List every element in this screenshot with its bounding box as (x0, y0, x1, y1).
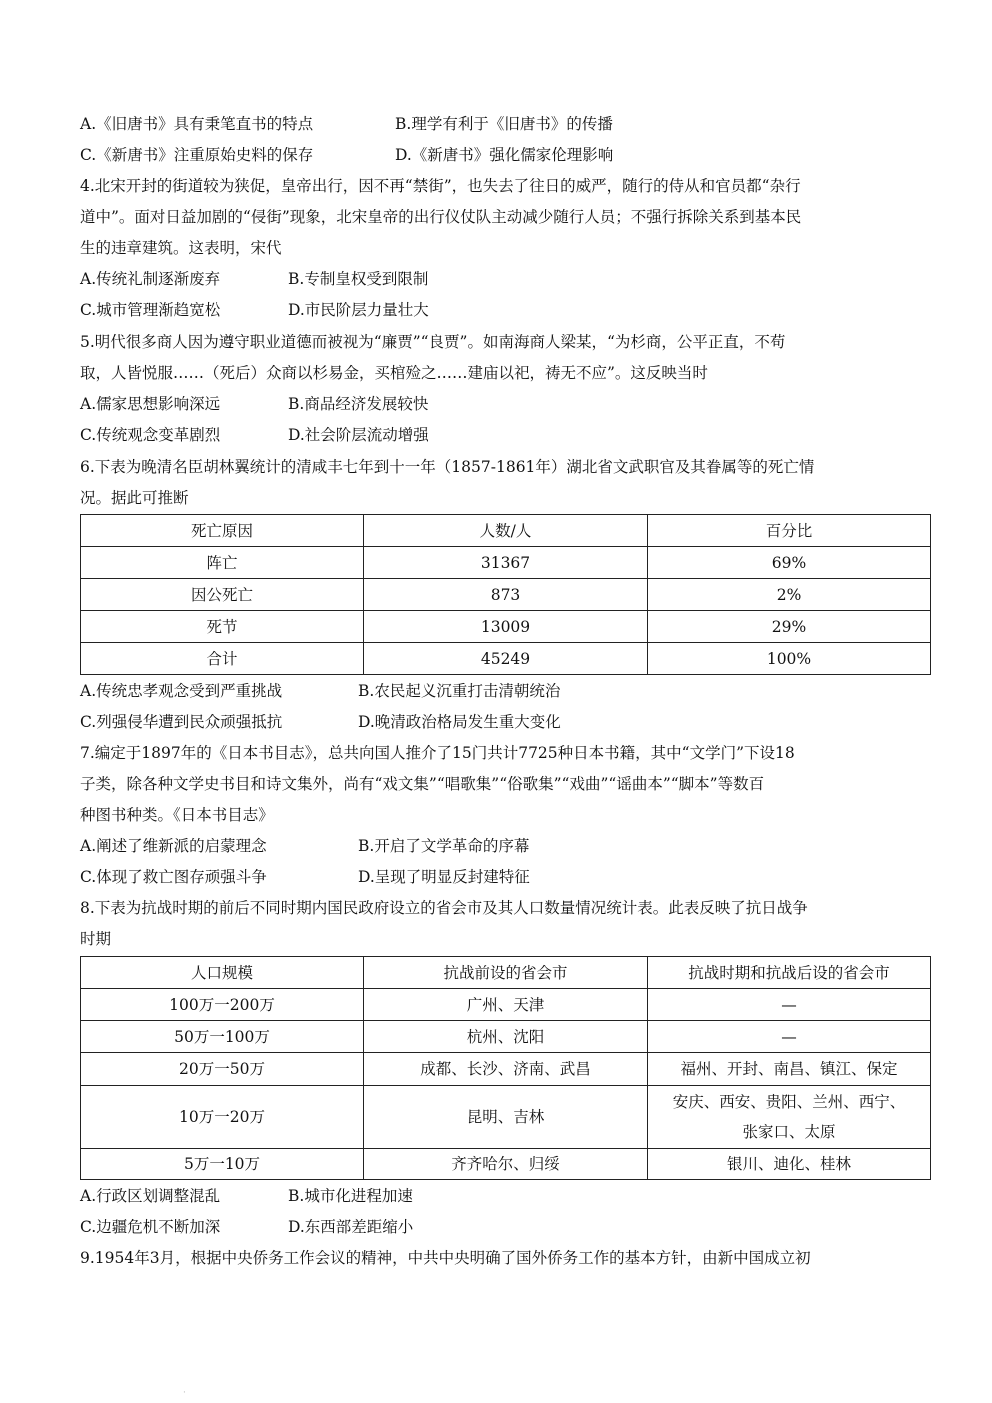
table-cell: 2% (648, 579, 931, 611)
table-cell: — (648, 1021, 931, 1053)
table-cell: 齐齐哈尔、归绥 (364, 1149, 648, 1180)
q7-stem-line-3: 种图书种类。《日本书目志》 (80, 806, 274, 824)
table-cell: 合计 (81, 643, 364, 675)
table-header-cell: 人数/人 (364, 515, 648, 547)
table-cell: 50万一100万 (81, 1021, 364, 1053)
table-cell: 死节 (81, 611, 364, 643)
q6-stem-line-2: 况。据此可推断 (80, 489, 189, 507)
table-cell: 昆明、吉林 (364, 1086, 648, 1149)
table-row (81, 611, 931, 643)
table-cell: 31367 (364, 547, 648, 579)
q7-stem-line-1: 7.编定于1897年的《日本书目志》，总共向国人推介了15门共计7725种日本书籍，其中“文学门”下设18 (80, 744, 795, 762)
table-row (81, 1149, 931, 1180)
q6-stem-line-1: 6.下表为晚清名臣胡林翼统计的清咸丰七年到十一年（1857-1861年）湖北省文武职官及其眷属等的死亡情 (80, 458, 815, 476)
table-cell: 13009 (364, 611, 648, 643)
footer-mark: · (183, 1388, 186, 1398)
q5-option-b: B.商品经济发展较快 (288, 395, 429, 413)
table-header-cell: 人口规模 (81, 957, 364, 989)
q8-option-b: B.城市化进程加速 (288, 1187, 413, 1205)
q8-option-a: A.行政区划调整混乱 (80, 1187, 221, 1205)
q5-option-d: D.社会阶层流动增强 (288, 426, 429, 444)
table-row (81, 1053, 931, 1086)
q6-option-b: B.农民起义沉重打击清朝统治 (358, 682, 561, 700)
q7-stem-line-2: 子类，除各种文学史书目和诗文集外，尚有“戏文集”“唱歌集”“俗歌集”“戏曲”“谣曲本”“脚本”等数百 (80, 775, 765, 793)
q3-option-c: C.《新唐书》注重原始史料的保存 (80, 146, 314, 164)
table-header-row (81, 957, 931, 989)
table-row (81, 643, 931, 675)
q8-option-c: C.边疆危机不断加深 (80, 1218, 221, 1236)
q6-death-table (80, 514, 931, 675)
table-cell: — (648, 989, 931, 1021)
table-cell-line: 张家口、太原 (742, 1123, 836, 1141)
table-header-cell: 抗战前设的省会市 (364, 957, 648, 989)
table-cell: 100万一200万 (81, 989, 364, 1021)
table-cell: 10万一20万 (81, 1086, 364, 1149)
table-cell: 银川、迪化、桂林 (648, 1149, 931, 1180)
q5-stem-line-1: 5.明代很多商人因为遵守职业道德而被视为“廉贾”“良贾”。如南海商人梁某，“为杉商，公平正直，不苟 (80, 333, 786, 351)
q5-option-c: C.传统观念变革剧烈 (80, 426, 221, 444)
q3-option-a: A.《旧唐书》具有秉笔直书的特点 (80, 115, 314, 133)
table-header-row (81, 515, 931, 547)
table-row (81, 579, 931, 611)
table-cell: 阵亡 (81, 547, 364, 579)
q5-option-a: A.儒家思想影响深远 (80, 395, 221, 413)
table-cell: 杭州、沈阳 (364, 1021, 648, 1053)
q4-option-d: D.市民阶层力量壮大 (288, 301, 429, 319)
q3-option-b: B.理学有利于《旧唐书》的传播 (395, 115, 613, 133)
table-row (81, 989, 931, 1021)
table-cell: 29% (648, 611, 931, 643)
q8-option-d: D.东西部差距缩小 (288, 1218, 414, 1236)
table-row (81, 1021, 931, 1053)
q7-option-b: B.开启了文学革命的序幕 (358, 837, 530, 855)
q6-option-c: C.列强侵华遭到民众顽强抵抗 (80, 713, 283, 731)
q9-stem-line-1: 9.1954年3月，根据中央侨务工作会议的精神，中共中央明确了国外侨务工作的基本方针，由新中国成立初 (80, 1249, 811, 1267)
table-cell: 69% (648, 547, 931, 579)
q4-stem-line-2: 道中”。面对日益加剧的“侵街”现象，北宋皇帝的出行仪仗队主动减少随行人员；不强行拆除关系到基本民 (80, 208, 802, 226)
q7-option-d: D.呈现了明显反封建特征 (358, 868, 530, 886)
table-header-cell: 百分比 (648, 515, 931, 547)
table-cell: 成都、长沙、济南、武昌 (364, 1053, 648, 1086)
q4-option-b: B.专制皇权受到限制 (288, 270, 429, 288)
table-cell: 873 (364, 579, 648, 611)
q8-stem-line-2: 时期 (80, 930, 112, 948)
q3-option-d: D.《新唐书》强化儒家伦理影响 (395, 146, 614, 164)
q8-city-table (80, 956, 931, 1180)
q8-stem-line-1: 8.下表为抗战时期的前后不同时期内国民政府设立的省会市及其人口数量情况统计表。此表反映了抗日战争 (80, 899, 808, 917)
q6-option-a: A.传统忠孝观念受到严重挑战 (80, 682, 283, 700)
table-header-cell: 抗战时期和抗战后设的省会市 (648, 957, 931, 989)
q6-option-d: D.晚清政治格局发生重大变化 (358, 713, 561, 731)
q7-option-a: A.阐述了维新派的启蒙理念 (80, 837, 267, 855)
table-header-cell: 死亡原因 (81, 515, 364, 547)
table-cell: 广州、天津 (364, 989, 648, 1021)
table-row (81, 547, 931, 579)
table-cell: 20万一50万 (81, 1053, 364, 1086)
table-cell: 5万一10万 (81, 1149, 364, 1180)
table-cell: 因公死亡 (81, 579, 364, 611)
table-cell: 福州、开封、南昌、镇江、保定 (648, 1053, 931, 1086)
table-cell: 45249 (364, 643, 648, 675)
q4-option-c: C.城市管理渐趋宽松 (80, 301, 221, 319)
q4-stem-line-3: 生的违章建筑。这表明，宋代 (80, 239, 282, 257)
table-cell (648, 1086, 931, 1149)
q7-option-c: C.体现了救亡图存顽强斗争 (80, 868, 267, 886)
table-cell: 100% (648, 643, 931, 675)
table-cell-line: 安庆、西安、贵阳、兰州、西宁、 (672, 1093, 906, 1111)
q4-option-a: A.传统礼制逐渐废弃 (80, 270, 221, 288)
q4-stem-line-1: 4.北宋开封的街道较为狭促，皇帝出行，因不再“禁街”，也失去了往日的威严，随行的侍从和官员都“杂行 (80, 177, 801, 195)
q5-stem-line-2: 取，人皆悦服……（死后）众商以杉易金，买棺殓之……建庙以祀，祷无不应”。这反映当时 (80, 364, 708, 382)
table-row (81, 1086, 931, 1149)
